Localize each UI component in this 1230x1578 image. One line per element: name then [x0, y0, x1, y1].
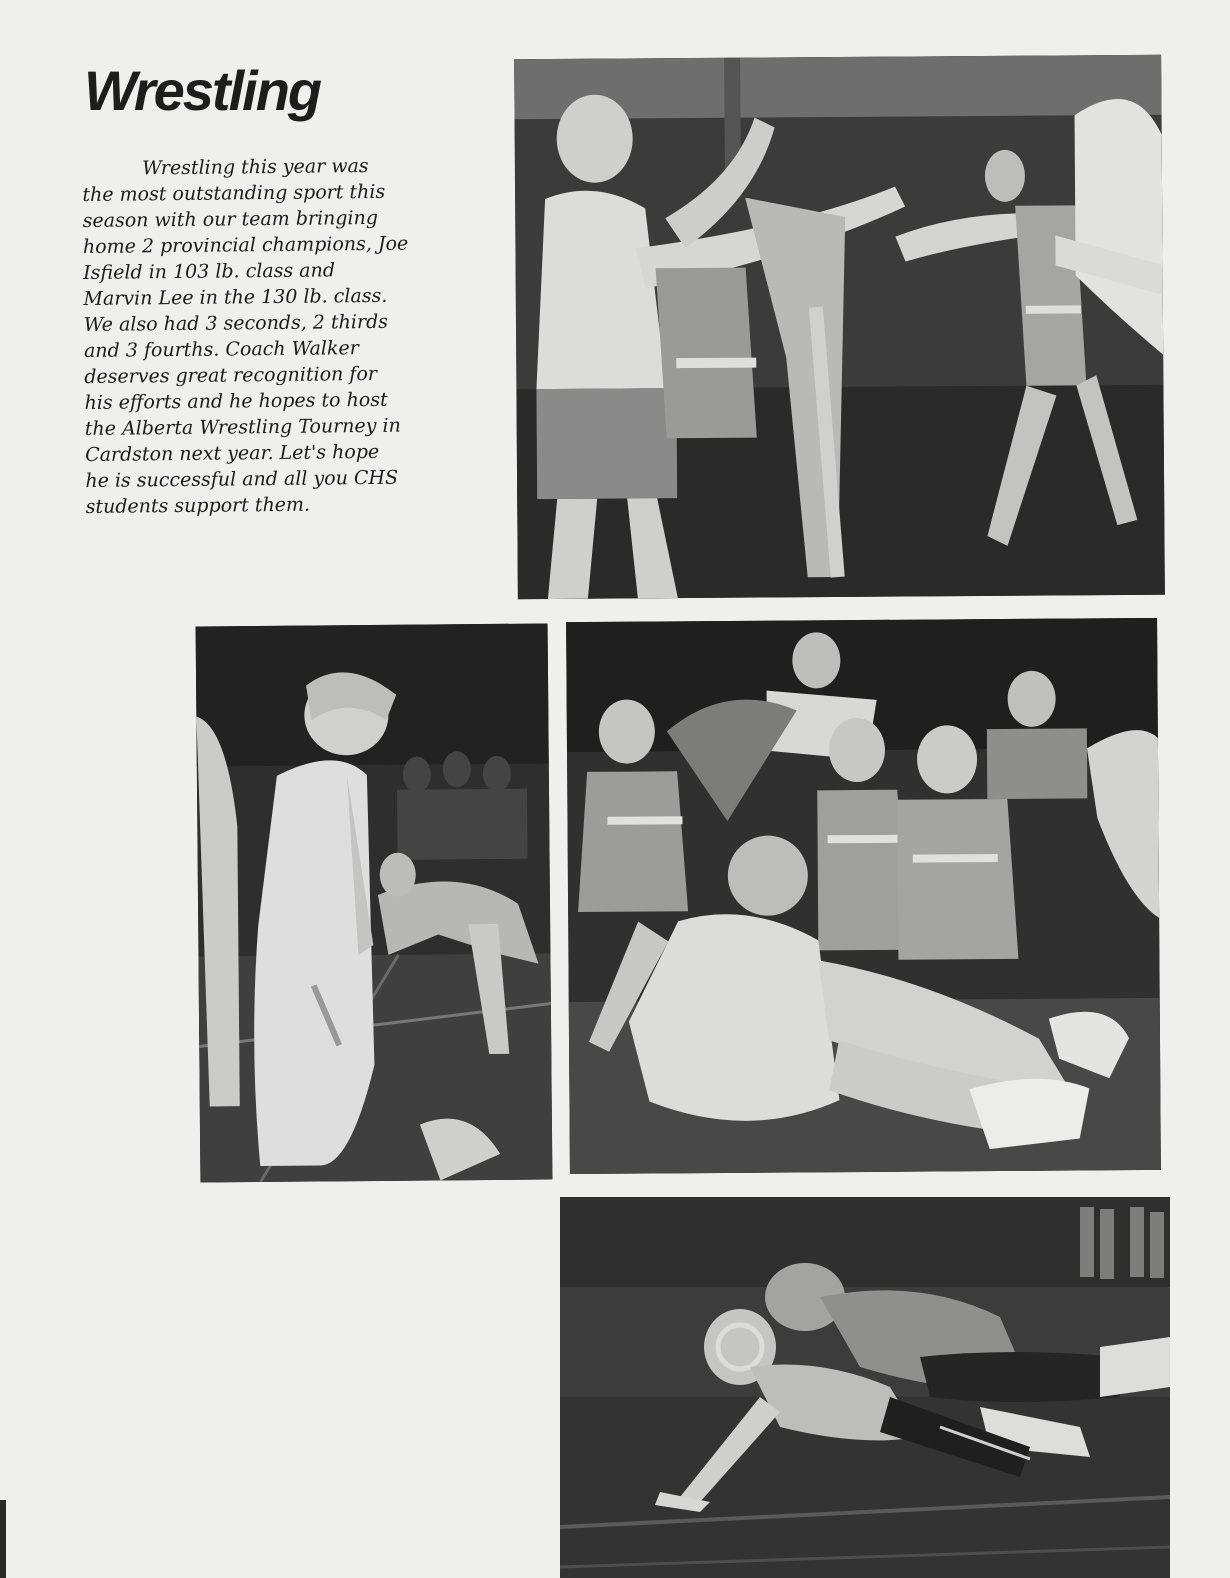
- body-line: deserves great recognition for: [84, 362, 378, 388]
- body-line: Wrestling this year was: [142, 154, 369, 180]
- coach-photo: [196, 623, 553, 1182]
- warmup-photo: [514, 55, 1165, 600]
- coach-photo-image: [196, 623, 553, 1182]
- body-line: he is successful and all you CHS: [85, 466, 399, 492]
- body-line: his efforts and he hopes to host: [84, 388, 388, 414]
- body-line: We also had 3 seconds, 2 thirds: [83, 310, 389, 336]
- body-line: students support them.: [85, 493, 311, 518]
- body-line: the Alberta Wrestling Tourney in: [84, 414, 401, 440]
- warmup-photo-image: [514, 55, 1165, 600]
- binding-edge: [0, 1500, 6, 1578]
- bench-photo-image: [566, 618, 1161, 1174]
- match-photo: [560, 1197, 1170, 1578]
- body-line: the most outstanding sport this: [82, 180, 386, 206]
- article-body: [82, 151, 516, 519]
- page-title: Wrestling: [84, 59, 321, 122]
- body-line: Marvin Lee in the 130 lb. class.: [83, 284, 388, 310]
- body-line: Isfield in 103 lb. class and: [83, 259, 336, 284]
- body-line: and 3 fourths. Coach Walker: [83, 337, 359, 362]
- body-line: home 2 provincial champions, Joe: [82, 232, 409, 258]
- match-photo-image: [560, 1197, 1170, 1578]
- body-line: Cardston next year. Let's hope: [85, 440, 380, 466]
- body-line: season with our team bringing: [82, 206, 379, 232]
- bench-photo: [566, 618, 1161, 1174]
